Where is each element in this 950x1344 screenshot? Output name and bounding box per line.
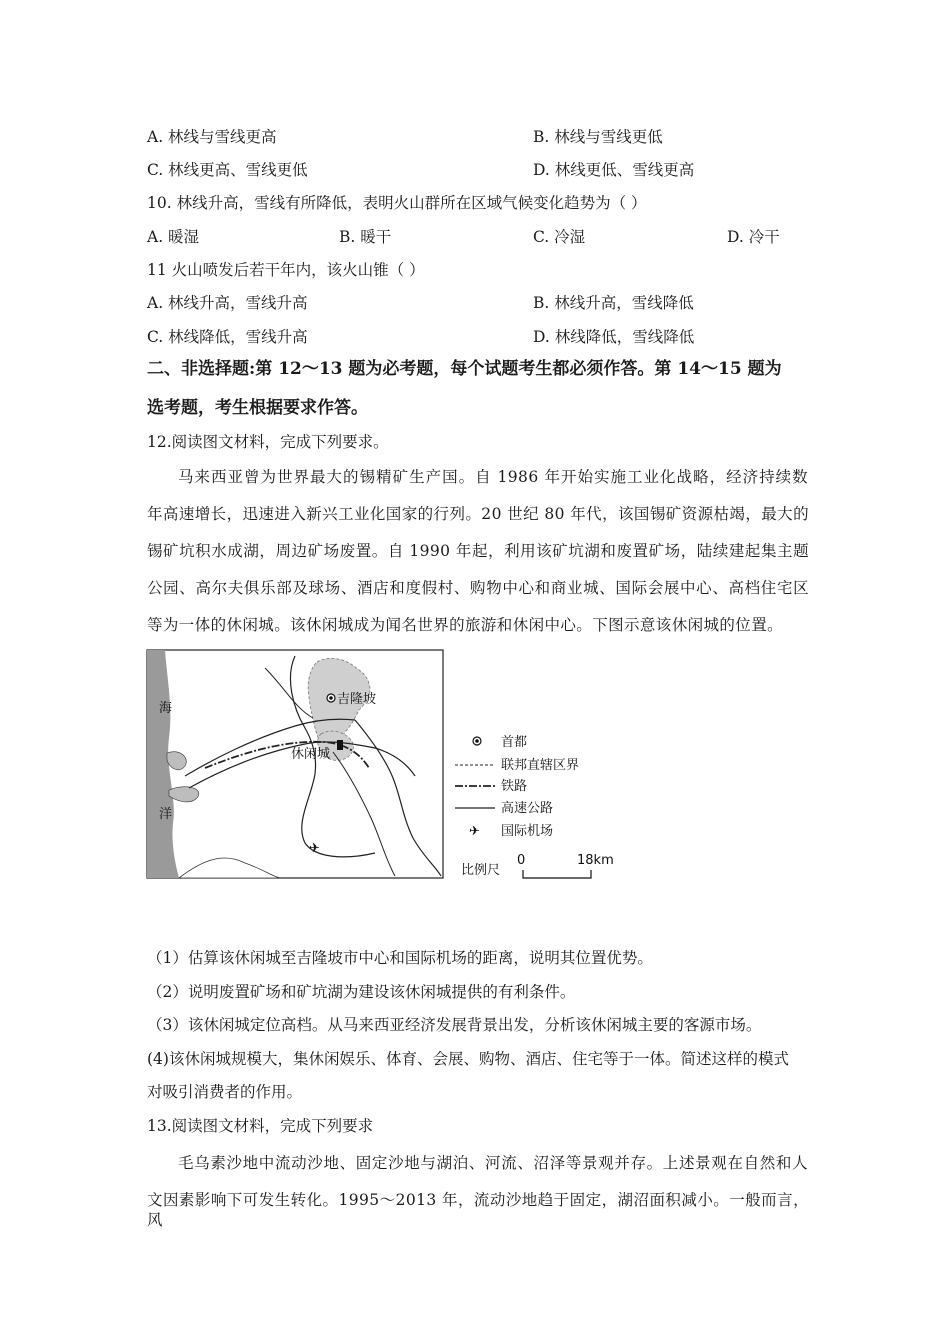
map-frame [147,650,443,878]
legend-railway-label: 铁路 [501,779,528,794]
q11-option-d: D. 林线降低，雪线降低 [533,328,695,346]
q12-sub1: （1）估算该休闲城至吉隆坡市中心和国际机场的距离，说明其位置优势。 [147,949,653,967]
resort-marker [337,740,343,750]
q10-option-c: C. 冷湿 [533,228,586,246]
q12-para-line2: 年高速增长，迅速进入新兴工业化国家的行列。20 世纪 80 年代，该国锡矿资源枯竭，最大的 [147,505,809,523]
q9-option-d: D. 林线更低、雪线更高 [533,161,695,179]
q10-option-b: B. 暖干 [339,228,392,246]
q11-stem: 11 火山喷发后若干年内，该火山锥（ ） [147,261,425,279]
q12-sub4-line1: (4)该休闲城规模大，集休闲娱乐、体育、会展、购物、酒店、住宅等于一体。简述这样的模式 [147,1050,789,1068]
legend-scale-label: 比例尺 [461,863,501,878]
q10-option-a: A. 暖湿 [147,228,200,246]
sea-label-2: 洋 [159,807,173,822]
q13-stem: 13.阅读图文材料，完成下列要求 [147,1117,374,1135]
sea-label-1: 海 [159,701,173,716]
q11-option-a: A. 林线升高，雪线升高 [147,294,308,312]
q12-para-line4: 公园、高尔夫俱乐部及球场、酒店和度假村、购物中心和商业城、国际会展中心、高档住宅区 [147,579,809,597]
q9-option-b: B. 林线与雪线更低 [533,128,663,146]
q13-para-line2: 文因素影响下可发生转化。1995～2013 年，流动沙地趋于固定，湖沼面积减小。一般而言，风 [147,1191,809,1229]
legend-scale-bar [523,870,591,878]
q12-sub4-line2: 对吸引消费者的作用。 [147,1083,303,1101]
q9-option-c: C. 林线更高、雪线更低 [147,161,308,179]
q12-stem: 12.阅读图文材料，完成下列要求。 [147,433,389,451]
legend-airport-icon: ✈ [469,824,480,839]
section2-heading-line1: 二、非选择题:第 12～13 题为必考题，每个试题考生都必须作答。第 14～15 题为 [147,359,782,379]
q12-sub3: （3）该休闲城定位高档。从马来西亚经济发展背景出发，分析该休闲城主要的客源市场。 [147,1016,762,1034]
capital-marker-dot [329,696,333,700]
legend-scale-max: 18km [577,853,614,868]
q12-para-line5: 等为一体的休闲城。该休闲城成为闻名世界的旅游和休闲中心。下图示意该休闲城的位置。 [147,616,784,634]
q10-stem: 10. 林线升高，雪线有所降低，表明火山群所在区域气候变化趋势为（ ） [147,194,647,212]
legend-capital-label: 首都 [501,735,528,750]
q11-option-c: C. 林线降低，雪线升高 [147,328,308,346]
q12-para-line1: 马来西亚曾为世界最大的锡精矿生产国。自 1986 年开始实施工业化战略，经济持续数 [178,468,808,486]
q10-option-d: D. 冷干 [727,228,780,246]
airport-icon: ✈ [309,841,320,856]
q9-option-a: A. 林线与雪线更高 [147,128,277,146]
legend-airport-label: 国际机场 [501,824,554,839]
legend-scale-zero: 0 [517,853,526,868]
capital-label: 吉隆坡 [337,692,377,707]
section2-heading-line2: 选考题，考生根据要求作答。 [147,398,368,418]
resort-location-map [145,648,635,888]
q13-para-line1: 毛乌素沙地中流动沙地、固定沙地与湖泊、河流、沼泽等景观并存。上述景观在自然和人 [178,1154,808,1172]
q12-sub2: （2）说明废置矿场和矿坑湖为建设该休闲城提供的有利条件。 [147,983,576,1001]
legend-boundary-label: 联邦直辖区界 [501,758,580,773]
q12-para-line3: 锡矿坑积水成湖，周边矿场废置。自 1990 年起，利用该矿坑湖和废置矿场，陆续建起集主题 [147,542,809,560]
q11-option-b: B. 林线升高，雪线降低 [533,294,694,312]
resort-label: 休闲城 [291,747,331,762]
legend-capital-icon-dot [475,739,479,743]
legend-highway-label: 高速公路 [501,801,554,816]
